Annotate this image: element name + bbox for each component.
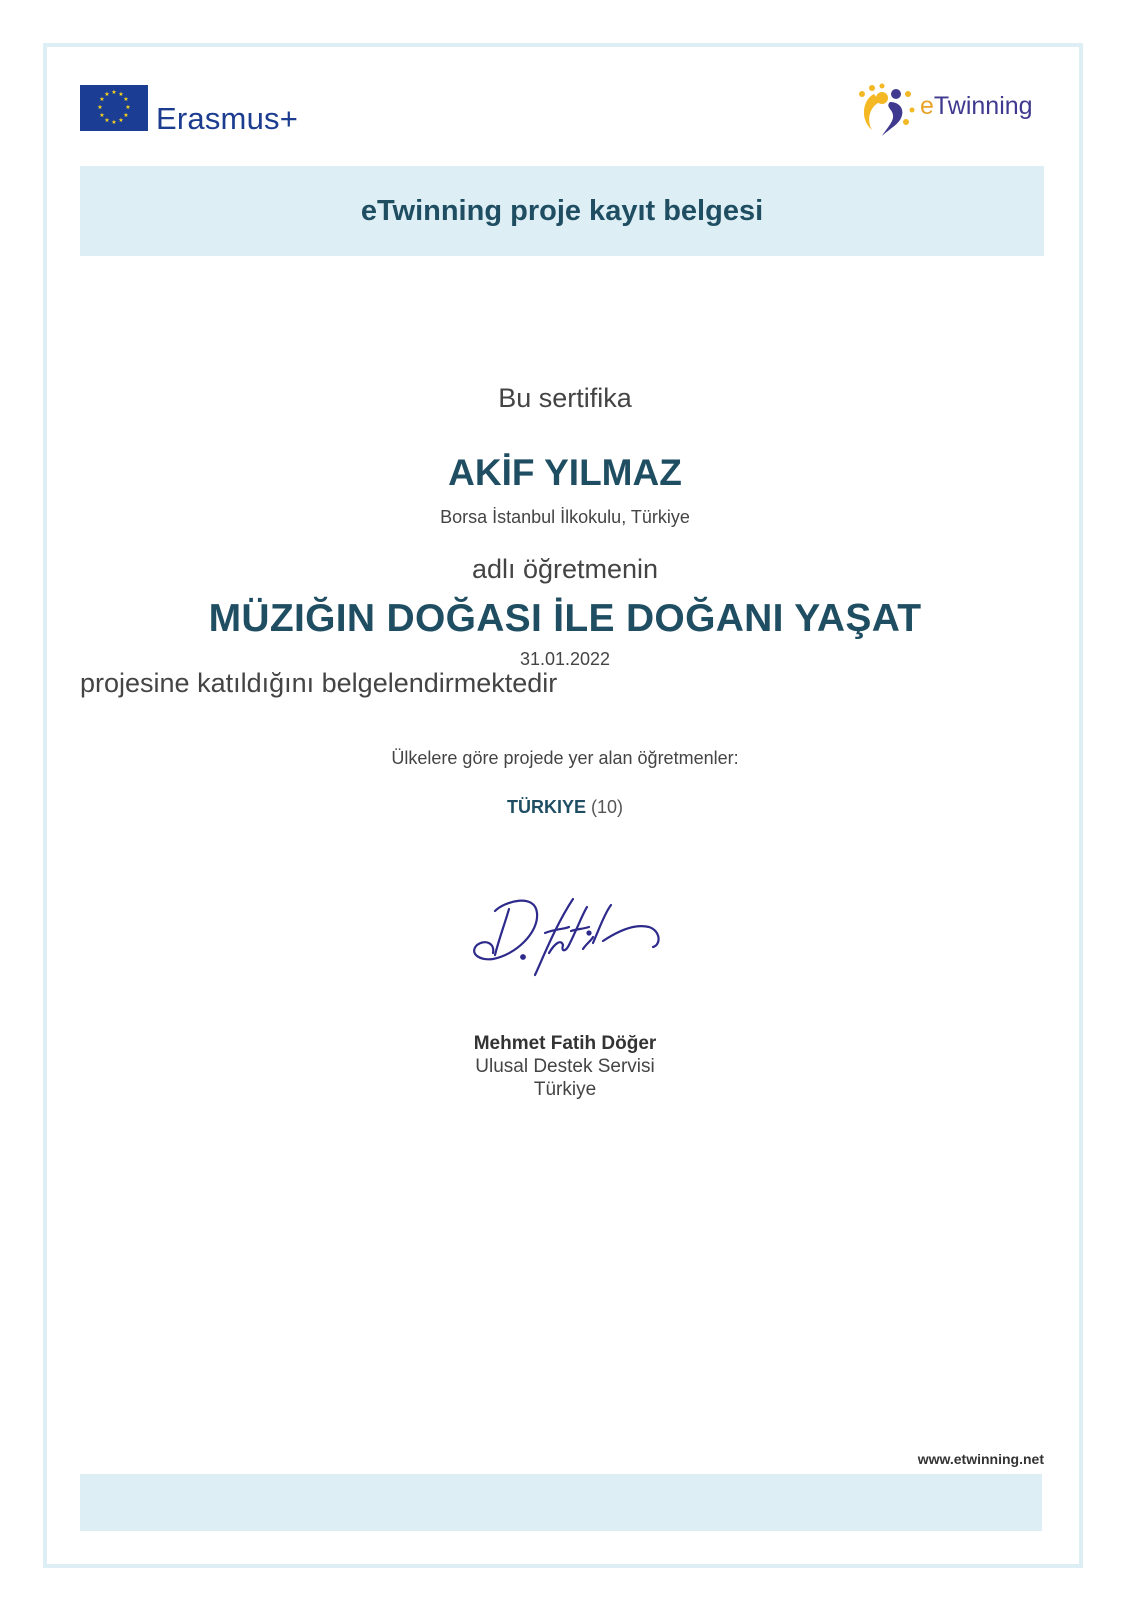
svg-text:★: ★: [125, 104, 131, 111]
etwinning-label: eTwinning: [920, 91, 1033, 120]
svg-text:★: ★: [104, 91, 110, 98]
svg-text:★: ★: [104, 117, 110, 124]
signer-country: Türkiye: [533, 1079, 597, 1100]
svg-text:★: ★: [118, 117, 124, 124]
certificate-intro: Bu sertifika: [498, 383, 632, 413]
confirmation-text: projesine katıldığını belgelendirmektedir: [80, 668, 558, 698]
svg-text:★: ★: [97, 104, 103, 111]
teacher-name: AKİF YILMAZ: [448, 452, 682, 493]
svg-text:★: ★: [99, 112, 105, 119]
svg-text:★: ★: [111, 119, 117, 126]
country-name: TÜRKIYE: [506, 797, 586, 817]
svg-text:★: ★: [123, 96, 129, 103]
title-band: [80, 166, 1044, 256]
etwinning-figures-icon: [852, 80, 924, 138]
countries-label: Ülkelere göre projede yer alan öğretmenler:: [391, 748, 739, 768]
bottom-band: [80, 1474, 1042, 1531]
svg-text:★: ★: [123, 112, 129, 119]
project-date: 31.01.2022: [519, 649, 611, 669]
school-name: Borsa İstanbul İlkokulu, Türkiye: [440, 507, 690, 527]
country-entry: [0, 797, 1130, 818]
signature-image: [465, 893, 675, 993]
named-teacher-text: adlı öğretmenin: [471, 554, 659, 584]
signer-service: Ulusal Destek Servisi: [475, 1056, 655, 1077]
country-count: (10): [591, 797, 624, 817]
svg-text:★: ★: [99, 96, 105, 103]
project-title: MÜZIĞIN DOĞASI İLE DOĞANI YAŞAT: [208, 597, 922, 640]
signer-name: Mehmet Fatih Döğer: [473, 1033, 657, 1054]
website-link[interactable]: www.etwinning.net: [917, 1451, 1044, 1467]
document-title: eTwinning proje kayıt belgesi: [360, 194, 764, 227]
etwinning-logo: [852, 80, 1033, 138]
svg-text:★: ★: [111, 89, 117, 96]
svg-text:★: ★: [118, 91, 124, 98]
erasmus-logo: [80, 79, 298, 137]
eu-flag-icon: [80, 85, 148, 131]
erasmus-label: Erasmus+: [156, 101, 299, 136]
